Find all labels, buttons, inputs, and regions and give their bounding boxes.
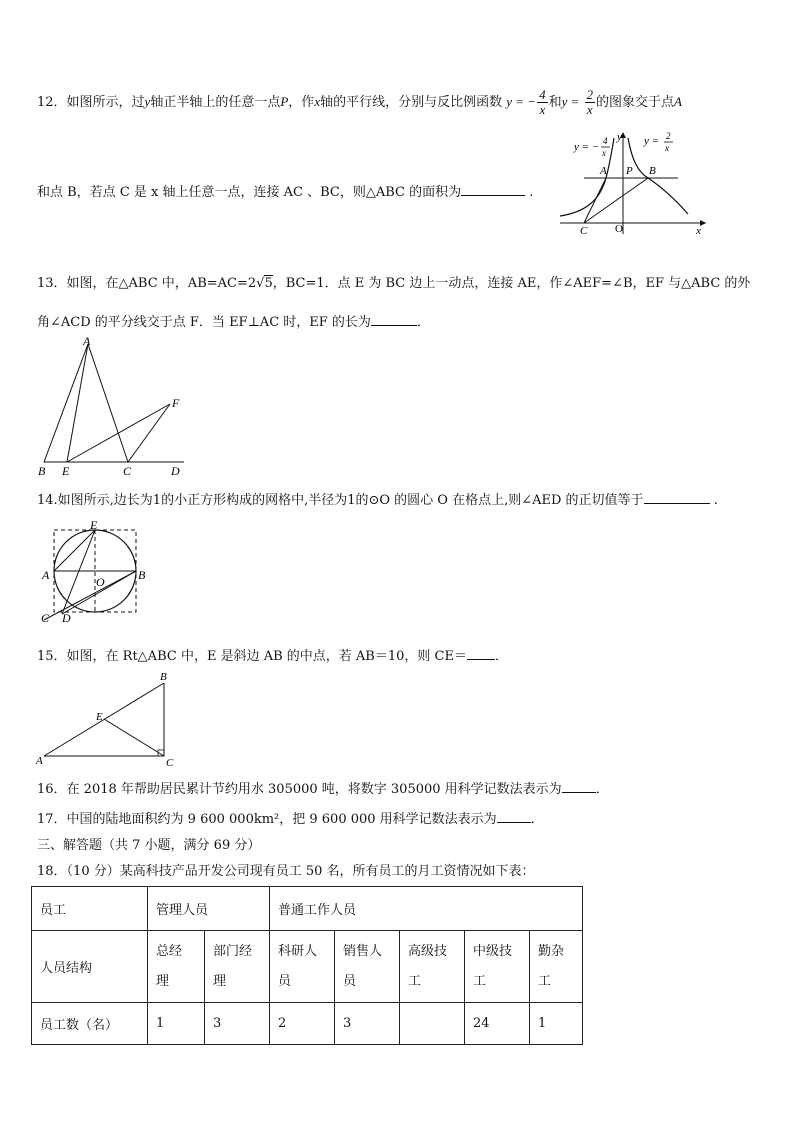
label-point-c: C	[123, 464, 132, 478]
label-point-b: B	[649, 165, 656, 177]
table-cell: 中级技 工	[465, 931, 530, 1003]
q13-line2: 角∠ACD 的平分线交于点 F．当 EF⊥AC 时，EF 的长为 ．	[37, 315, 430, 330]
label-func1-num: 4	[603, 136, 608, 146]
q13-line1: 13．如图，在△ABC 中，AB=AC=2√5，BC=1．点 E 为 BC 边上一动点，连接 AE，作∠AEF=∠B，EF 与△ABC 的外	[37, 276, 751, 291]
label-point-f: F	[172, 396, 180, 410]
table-cell: 销售人 员	[335, 931, 400, 1003]
label-x-axis: x	[696, 225, 701, 237]
answer-blank[interactable]	[371, 313, 417, 326]
label-point-p: P	[626, 165, 633, 177]
label-point-a: A	[36, 755, 43, 767]
table-cell: 1	[148, 1003, 205, 1045]
q13-figure	[34, 334, 194, 479]
sqrt-symbol: √	[256, 276, 265, 291]
table-cell: 3	[335, 1003, 400, 1045]
label-point-c: C	[166, 757, 174, 768]
table-cell: 普通工作人员	[270, 887, 583, 931]
q16-line: 16．在 2018 年帮助居民累计节约用水 305000 吨，将数字 305000 用科学记数法表示为 ．	[37, 782, 609, 797]
table-cell: 管理人员	[148, 887, 270, 931]
table-cell: 人员结构	[32, 931, 148, 1003]
q17-line: 17．中国的陆地面积约为 9 600 000km²，把 9 600 000 用科学记数法表示为 ．	[37, 812, 544, 827]
q14-line: 14.如图所示,边长为1的小正方形构成的网格中,半径为1的⊙O 的圆心 O 在格点上,则∠AED 的正切值等于 .	[37, 493, 718, 508]
label-y-axis: y	[617, 131, 622, 143]
label-point-o: O	[96, 575, 105, 589]
table-cell: 总经 理	[148, 931, 205, 1003]
func2-fraction: $\frac{2}{x}$	[586, 87, 594, 117]
table-cell	[400, 1003, 465, 1045]
label-point-a: A	[83, 334, 91, 348]
table-cell: 高级技 工	[400, 931, 465, 1003]
section-heading: 三、解答题（共 7 小题，满分 69 分）	[37, 838, 261, 853]
label-point-b: B	[38, 464, 46, 478]
label-point-e: E	[96, 711, 103, 723]
label-func1: y = −	[574, 141, 600, 153]
func1-lhs: y = −	[506, 94, 537, 109]
table-cell: 3	[205, 1003, 270, 1045]
answer-blank[interactable]	[562, 780, 596, 793]
q14-figure	[38, 516, 156, 628]
answer-blank[interactable]	[644, 491, 710, 504]
table-row	[32, 931, 583, 1003]
label-point-e: E	[90, 518, 98, 532]
table-cell: 部门经 理	[205, 931, 270, 1003]
label-point-a: A	[42, 568, 50, 582]
table-row	[32, 1003, 583, 1045]
salary-table	[31, 886, 583, 1045]
answer-blank[interactable]	[461, 183, 525, 196]
q15-figure	[34, 668, 184, 768]
label-point-d: D	[62, 611, 71, 625]
table-cell: 24	[465, 1003, 530, 1045]
table-cell: 员工数（名）	[32, 1003, 148, 1045]
q12-line2: 和点 B，若点 C 是 x 轴上任意一点，连接 AC 、BC，则△ABC 的面积为 .	[37, 185, 534, 200]
q15-line: 15．如图，在 Rt△ABC 中，E 是斜边 AB 的中点，若 AB＝10，则 CE＝ ．	[37, 649, 508, 664]
table-cell: 科研人 员	[270, 931, 335, 1003]
label-point-c: C	[41, 611, 50, 625]
label-point-e: E	[62, 464, 70, 478]
func1-fraction: $\frac{4}{x}$	[539, 87, 546, 117]
label-func2: y =	[644, 135, 660, 147]
table-cell: 1	[530, 1003, 583, 1045]
label-point-a: A	[600, 165, 607, 177]
table-cell: 员工	[32, 887, 148, 931]
label-func2-den: x	[665, 143, 669, 153]
func2-lhs: y =	[561, 94, 580, 109]
table-cell: 勤杂 工	[530, 931, 583, 1003]
table-cell: 2	[270, 1003, 335, 1045]
label-point-b: B	[160, 671, 167, 683]
q12-line1: 12．如图所示，过y轴正半轴上的任意一点P，作x轴的平行线，分别与反比例函数 y = − $\frac{4}{x}$ 和y = $\frac{2}{x}$ 的图象交于点A	[37, 87, 682, 117]
answer-blank[interactable]	[497, 810, 531, 823]
label-point-d: D	[171, 464, 180, 478]
table-row	[32, 887, 583, 931]
label-point-c: C	[580, 225, 588, 237]
label-func2-num: 2	[666, 131, 671, 141]
label-func1-den: x	[602, 148, 606, 158]
q12-figure	[556, 128, 716, 238]
answer-blank[interactable]	[467, 647, 495, 660]
q18-line: 18．（10 分）某高科技产品开发公司现有员工 50 名，所有员工的月工资情况如下表：	[37, 864, 535, 879]
label-point-b: B	[138, 568, 146, 582]
label-origin: O	[615, 223, 623, 235]
